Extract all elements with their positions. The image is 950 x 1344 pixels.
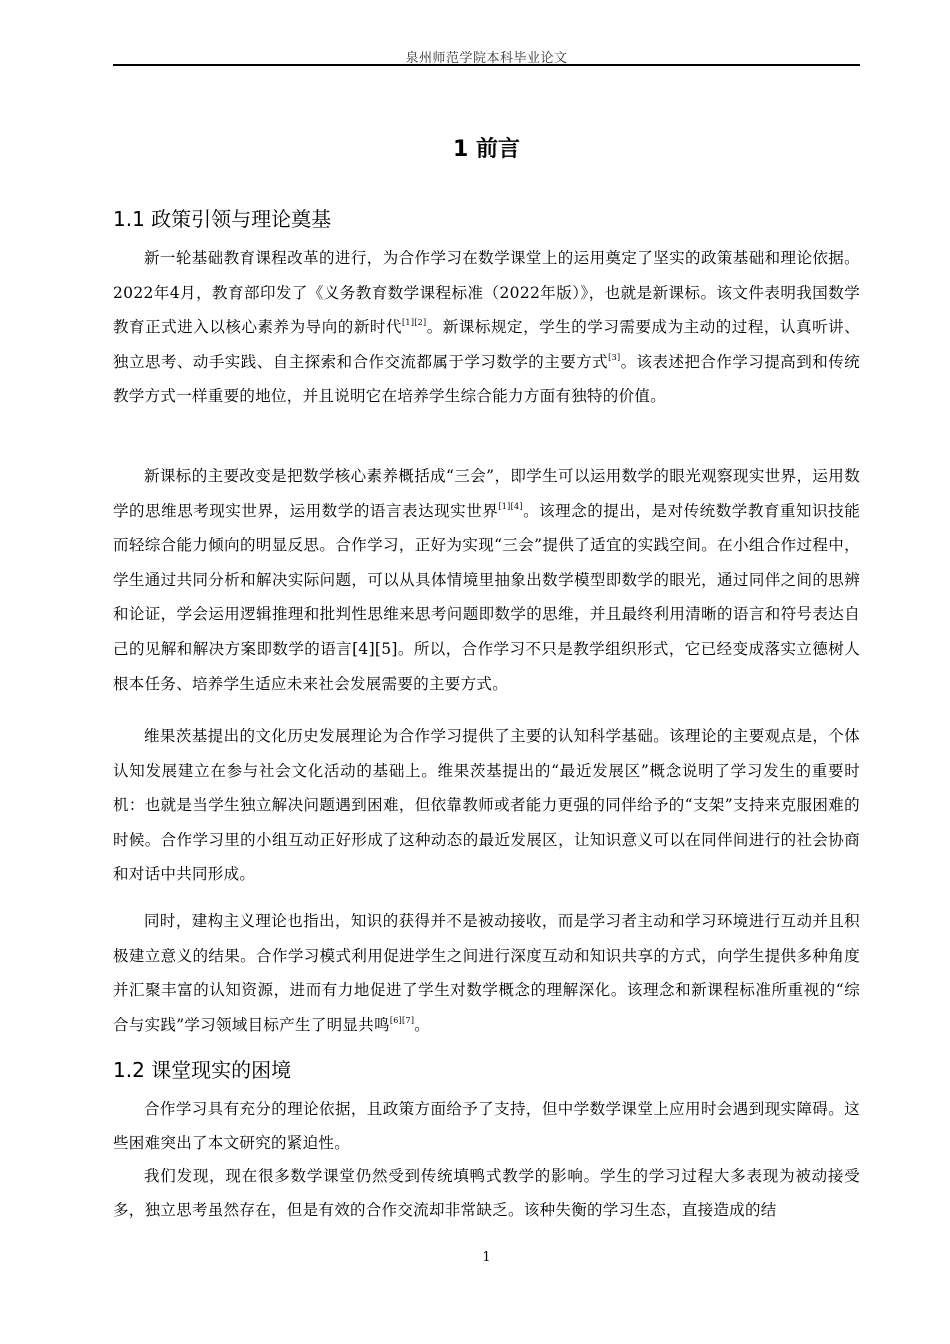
page-number: 1 [482, 1250, 491, 1265]
section-heading-1-2: 1.2 课堂现实的困境 [113, 1058, 292, 1082]
citation: [1][4] [498, 501, 523, 511]
citation: [3] [608, 352, 621, 362]
section-heading-1-1: 1.1 政策引领与理论奠基 [113, 207, 332, 231]
chapter-title: 1 前言 [453, 137, 520, 162]
paragraph: 我们发现，现在很多数学课堂仍然受到传统填鸭式教学的影响。学生的学习过程大多表现为被动接受多，独立思考虽然存在，但是有效的合作交流却非常缺乏。该种失衡的学习生态，直接造成的结 [113, 1167, 860, 1219]
citation: [6][7] [389, 1015, 415, 1025]
citation: [1][2] [402, 318, 427, 328]
paragraph: 新一轮基础教育课程改革的进行，为合作学习在数学课堂上的运用奠定了坚实的政策基础和理论依据。2022年4月，教育部印发了《义务教育数学课程标准（2022年版）》，也就是新课标。该文件表明我国数学教育正式进入以核心素养为导向的新时代[1][2]。新课标规定，学生的学习需要成为主动的过程，认真听讲、独立思考、动手实践、自主探索和合作交流都属于学习数学的主要方式[3]。该表述把合作学习提高到和传统教学方式一样重要的地位，并且说明它在培养学生综合能力方面有独特的价值。 [113, 249, 860, 406]
paragraph: 新课标的主要改变是把数学核心素养概括成“三会”，即学生可以运用数学的眼光观察现实世界，运用数学的思维思考现实世界，运用数学的语言表达现实世界[1][4]。该理念的提出，是对传统数学教育重知识技能而轻综合能力倾向的明显反思。合作学习，正好为实现“三会”提供了适宜的实践空间。在小组合作过程中，学生通过共同分析和解决实际问题，可以从具体情境里抽象出数学模型即数学的眼光，通过同伴之间的思辨和论证，学会运用逻辑推理和批判性思维来思考问题即数学的思维，并且最终利用清晰的语言和符号表达自己的见解和解决方案即数学的语言[4][5]。所以，合作学习不只是教学组织形式，它已经变成落实立德树人根本任务、培养学生适应未来社会发展需要的主要方式。 [113, 467, 860, 693]
header-rule [113, 64, 860, 66]
paragraph: 维果茨基提出的文化历史发展理论为合作学习提供了主要的认知科学基础。该理论的主要观点是，个体认知发展建立在参与社会文化活动的基础上。维果茨基提出的“最近发展区”概念说明了学习发生的重要时机：也就是当学生独立解决问题遇到困难，但依靠教师或者能力更强的同伴给予的“支架”支持来克服困难的时候。合作学习里的小组互动正好形成了这种动态的最近发展区，让知识意义可以在同伴间进行的社会协商和对话中共同形成。 [113, 727, 860, 884]
paragraph: 同时，建构主义理论也指出，知识的获得并不是被动接收，而是学习者主动和学习环境进行互动并且积极建立意义的结果。合作学习模式利用促进学生之间进行深度互动和知识共享的方式，向学生提供多种角度并汇聚丰富的认知资源，进而有力地促进了学生对数学概念的理解深化。该理念和新课程标准所重视的“综合与实践”学习领域目标产生了明显共鸣[6][7]。 [113, 912, 860, 1034]
paragraph: 合作学习具有充分的理论依据，且政策方面给予了支持，但中学数学课堂上应用时会遇到现实障碍。这些困难突出了本文研究的紧迫性。 [113, 1100, 860, 1152]
running-header: 泉州师范学院本科毕业论文 [405, 51, 568, 66]
